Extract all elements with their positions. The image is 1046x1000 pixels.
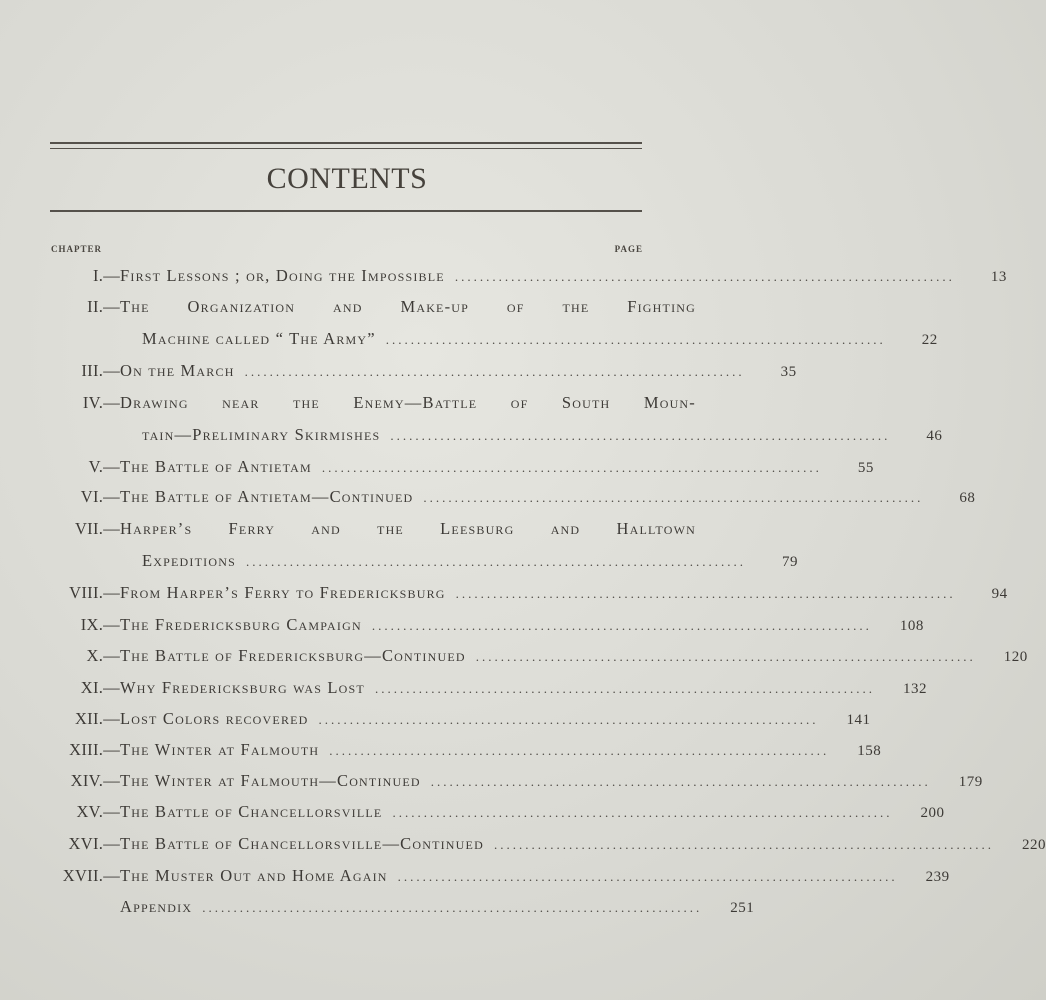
chapter-title: The Muster Out and Home Again xyxy=(120,866,388,885)
chapter-title: The Winter at Falmouth xyxy=(120,740,320,759)
dot-leader: ................................................................................ xyxy=(397,869,898,884)
chapter-number: IX.— xyxy=(80,615,120,634)
chapter-title: The Organization and Make-up of the Fighting xyxy=(120,297,696,316)
chapter-title: The Battle of Fredericksburg—Continued xyxy=(120,646,466,665)
page-number: 120 xyxy=(1003,649,1028,665)
page-number: 35 xyxy=(780,364,797,380)
chapter-number: VII.— xyxy=(74,519,120,538)
appendix-title: Appendix xyxy=(120,897,193,916)
page-number: 94 xyxy=(991,586,1008,602)
top-rule-thin xyxy=(50,148,642,149)
toc-line xyxy=(120,646,1028,666)
toc-line xyxy=(120,457,874,477)
chapter-title: Expeditions xyxy=(142,551,236,570)
dot-leader: ................................................................................ xyxy=(329,743,830,758)
dot-leader: ................................................................................ xyxy=(455,586,956,601)
toc-line xyxy=(120,709,871,729)
toc-line xyxy=(120,866,950,886)
chapter-title: The Battle of Antietam xyxy=(120,457,312,476)
heading-underline xyxy=(50,210,642,212)
toc-line xyxy=(120,361,797,381)
toc-line xyxy=(120,615,924,635)
page-number: 132 xyxy=(902,681,927,697)
dot-leader: ................................................................................ xyxy=(390,428,891,443)
page-number: 22 xyxy=(921,332,938,348)
dot-leader: ................................................................................ xyxy=(374,681,875,696)
chapter-number: II.— xyxy=(87,297,120,316)
page-number: 158 xyxy=(857,743,882,759)
chapter-title: Machine called “ The Army” xyxy=(142,329,376,348)
chapter-number: XII.— xyxy=(74,709,120,728)
chapter-number: XV.— xyxy=(76,802,120,821)
toc-line xyxy=(120,583,1008,603)
toc-line xyxy=(120,487,976,507)
chapter-title: First Lessons ; or, Doing the Impossible xyxy=(120,266,445,285)
dot-leader: ................................................................................ xyxy=(321,460,822,475)
dot-leader: ................................................................................ xyxy=(430,774,931,789)
chapter-number: VI.— xyxy=(80,487,120,506)
dot-leader: ................................................................................ xyxy=(318,712,819,727)
dot-leader: ................................................................................ xyxy=(493,837,994,852)
chapter-title: The Fredericksburg Campaign xyxy=(120,615,362,634)
toc-line xyxy=(120,802,945,822)
dot-leader: ................................................................................ xyxy=(202,900,703,915)
dot-leader: ................................................................................ xyxy=(244,364,745,379)
dot-leader: ................................................................................ xyxy=(245,554,746,569)
page-number: 141 xyxy=(846,712,871,728)
chapter-title: Lost Colors recovered xyxy=(120,709,309,728)
dot-leader: ................................................................................ xyxy=(454,269,955,284)
page-number: 79 xyxy=(781,554,798,570)
chapter-title: Why Fredericksburg was Lost xyxy=(120,678,365,697)
chapter-title: Drawing near the Enemy—Battle of South Moun- xyxy=(120,393,696,412)
chapter-number: VIII.— xyxy=(69,583,120,602)
toc-line xyxy=(142,425,943,445)
chapter-title: On the March xyxy=(120,361,235,380)
page-number: 13 xyxy=(990,269,1007,285)
toc-line xyxy=(120,771,983,791)
chapter-title: The Battle of Antietam—Continued xyxy=(120,487,414,506)
chapter-title: tain—Preliminary Skirmishes xyxy=(142,425,381,444)
page-column-header: PAGE xyxy=(614,244,643,254)
page-number: 239 xyxy=(925,869,950,885)
page-number: 220 xyxy=(1021,837,1046,853)
toc-line xyxy=(120,740,882,760)
chapter-number: XIV.— xyxy=(70,771,120,790)
toc-line xyxy=(142,551,798,571)
page-number: 46 xyxy=(926,428,943,444)
toc-line xyxy=(142,329,938,349)
toc-line xyxy=(120,897,755,917)
chapter-title: The Battle of Chancellorsville xyxy=(120,802,383,821)
chapter-number: XVII.— xyxy=(62,866,120,885)
chapter-title: The Battle of Chancellorsville—Continued xyxy=(120,834,484,853)
dot-leader: ................................................................................ xyxy=(475,649,976,664)
chapter-number: V.— xyxy=(88,457,120,476)
toc-line xyxy=(120,678,927,698)
chapter-number: I.— xyxy=(92,266,120,285)
top-rule-thick xyxy=(50,142,642,144)
chapter-number: XVI.— xyxy=(68,834,120,853)
chapter-column-header: CHAPTER xyxy=(51,244,103,254)
page-number: 55 xyxy=(857,460,874,476)
toc-line xyxy=(120,834,1046,854)
page-number: 68 xyxy=(959,490,976,506)
toc-line xyxy=(120,266,1007,286)
chapter-number: III.— xyxy=(81,361,120,380)
chapter-number: XI.— xyxy=(80,678,120,697)
page-number: 179 xyxy=(958,774,983,790)
chapter-number: IV.— xyxy=(82,393,120,412)
chapter-title: From Harper’s Ferry to Fredericksburg xyxy=(120,583,446,602)
dot-leader: ................................................................................ xyxy=(371,618,872,633)
dot-leader: ................................................................................ xyxy=(423,490,924,505)
page-number: 200 xyxy=(920,805,945,821)
page-number: 108 xyxy=(899,618,924,634)
dot-leader: ................................................................................ xyxy=(385,332,886,347)
page-title: CONTENTS xyxy=(266,162,428,195)
chapter-number: XIII.— xyxy=(69,740,120,759)
chapter-title: Harper’s Ferry and the Leesburg and Halltown xyxy=(120,519,696,538)
chapter-title: The Winter at Falmouth—Continued xyxy=(120,771,421,790)
chapter-number: X.— xyxy=(86,646,120,665)
page-number: 251 xyxy=(730,900,755,916)
dot-leader: ................................................................................ xyxy=(392,805,893,820)
